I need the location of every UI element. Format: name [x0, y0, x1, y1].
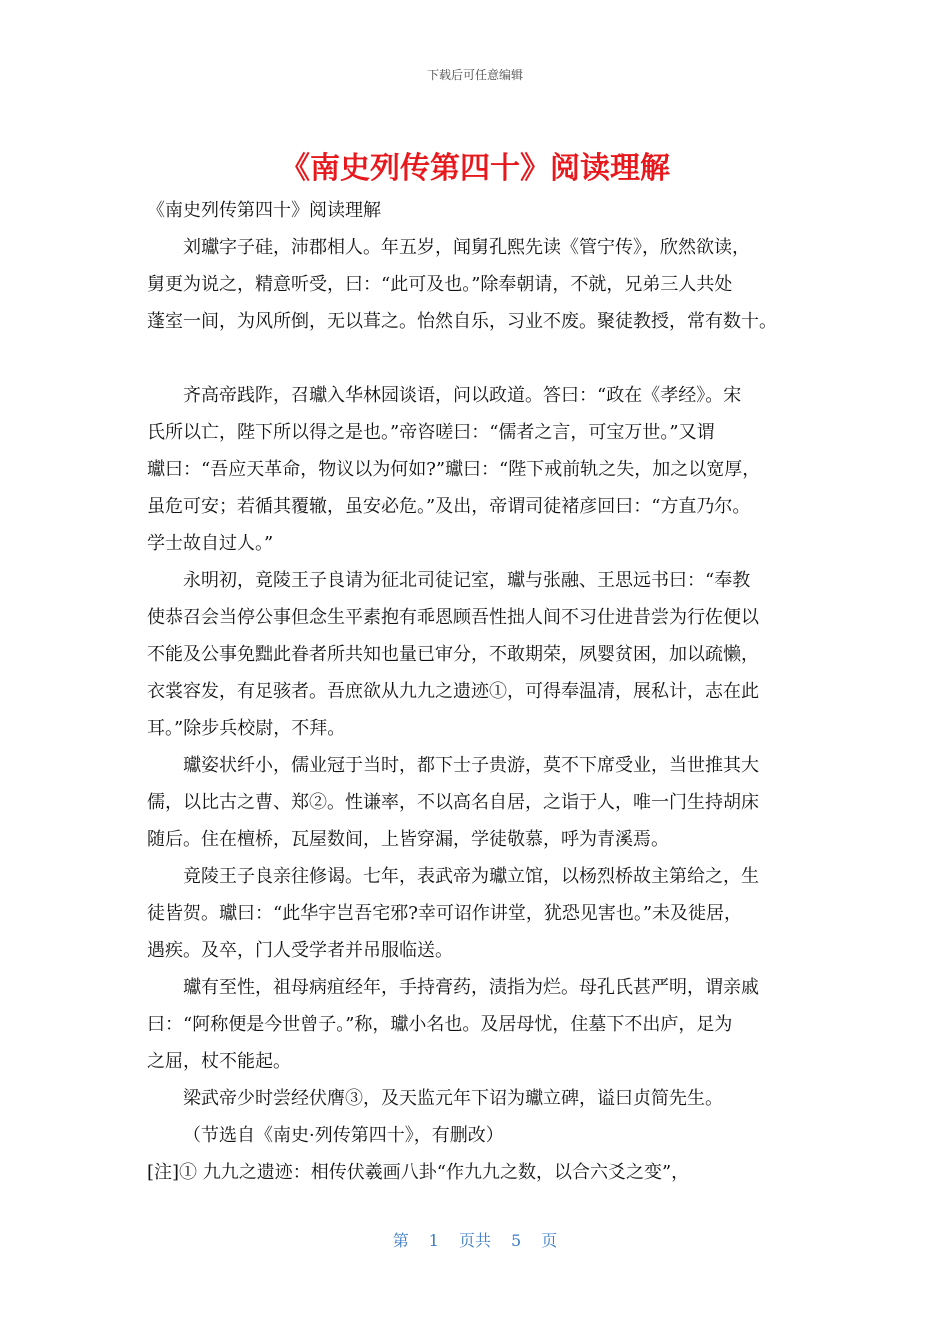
- footer-page-number: 1: [428, 1231, 439, 1250]
- source-citation: [147, 1117, 811, 1154]
- text-line: 瓛曰：“吾应天革命，物议以为何如?”瓛曰：“陛下戒前轨之失，加之以宽厚，: [147, 459, 761, 480]
- text-line: 之屈，杖不能起。: [147, 1051, 291, 1072]
- text-line: 使恭召会当停公事但念生平素抱有乖恩顾吾性拙人间不习仕进昔尝为行佐便以: [147, 607, 759, 628]
- text-line: 耳。”除步兵校尉，不拜。: [147, 718, 346, 739]
- paragraph-3: [147, 562, 811, 747]
- footnote: [147, 1154, 811, 1191]
- text-line: 瓛姿状纤小，儒业冠于当时，都下士子贵游，莫不下席受业，当世推其大: [183, 755, 759, 776]
- subtitle-line: 《南史列传第四十》阅读理解: [147, 200, 381, 221]
- text-line: 刘瓛字子硅，沛郡相人。年五岁，闻舅孔熙先读《管宁传》，欣然欲读，: [183, 237, 750, 258]
- text-line: 氏所以亡，陛下所以得之是也。”帝咨嗟曰：“儒者之言，可宝万世。”又谓: [147, 422, 715, 443]
- footer-mid: 页共: [458, 1231, 491, 1250]
- document-body: [147, 192, 811, 1191]
- text-line: 儒，以比古之曹、郑②。性谦率，不以高名自居，之诣于人，唯一门生持胡床: [147, 792, 759, 813]
- text-line: 蓬室一间，为风所倒，无以葺之。怡然自乐，习业不废。聚徒教授，常有数十。: [147, 311, 777, 332]
- text-line: 齐高帝践阼，召瓛入华林园谈语，问以政道。答曰：“政在《孝经》。宋: [183, 385, 742, 406]
- footer-suffix: 页: [541, 1231, 558, 1250]
- text-line: 衣裳容发，有足骇者。吾庶欲从九九之遗迹①，可得奉温凊，展私计，志在此: [147, 681, 759, 702]
- text-line: 虽危可安；若循其覆辙，虽安必危。”及出，帝谓司徒褚彦回曰：“方直乃尔。: [147, 496, 751, 517]
- paragraph-5: [147, 858, 811, 969]
- text-line: 曰：“阿称便是今世曾子。”称，瓛小名也。及居母忧，住墓下不出庐，足为: [147, 1014, 733, 1035]
- paragraph-4: [147, 747, 811, 858]
- document-title: 《南史列传第四十》阅读理解: [280, 151, 670, 186]
- text-line: [注]① 九九之遗迹：相传伏羲画八卦“作九九之数，以合六爻之变”，: [147, 1162, 690, 1183]
- text-line: （节选自《南史·列传第四十》，有删改）: [183, 1125, 504, 1146]
- paragraph-1: [147, 229, 811, 340]
- text-line: 永明初，竟陵王子良请为征北司徒记室，瓛与张融、王思远书曰：“奉教: [183, 570, 751, 591]
- footer-prefix: 第: [392, 1231, 409, 1250]
- text-line: 遇疾。及卒，门人受学者并吊服临送。: [147, 940, 453, 961]
- paragraph-gap: [147, 340, 811, 377]
- text-line: 徒皆贺。瓛曰：“此华宇岂吾宅邪?幸可诏作讲堂，犹恐见害也。”未及徙居，: [147, 903, 743, 924]
- text-line: 梁武帝少时尝经伏膺③，及天监元年下诏为瓛立碑，谥曰贞简先生。: [183, 1088, 723, 1109]
- text-line: 随后。住在檀桥，瓦屋数间，上皆穿漏，学徒敬慕，呼为青溪焉。: [147, 829, 669, 850]
- paragraph-6: [147, 969, 811, 1080]
- header-note: 下载后可任意编辑: [426, 68, 523, 82]
- page-footer: [0, 1228, 950, 1251]
- paragraph-2: [147, 377, 811, 562]
- text-line: 竟陵王子良亲往修谒。七年，表武帝为瓛立馆，以杨烈桥故主第给之，生: [183, 866, 759, 887]
- text-line: 不能及公事免黜此眷者所共知也量已审分，不敢期荣，夙婴贫困，加以疏懒，: [147, 644, 759, 665]
- paragraph-7: [147, 1080, 811, 1117]
- footer-total-pages: 5: [511, 1231, 522, 1250]
- text-line: 瓛有至性，祖母病疽经年，手持膏药，渍指为烂。母孔氏甚严明，谓亲戚: [183, 977, 759, 998]
- text-line: 舅更为说之，精意听受，曰：“此可及也。”除奉朝请，不就，兄弟三人共处: [147, 274, 733, 295]
- text-line: 学士故自过人。”: [147, 533, 274, 554]
